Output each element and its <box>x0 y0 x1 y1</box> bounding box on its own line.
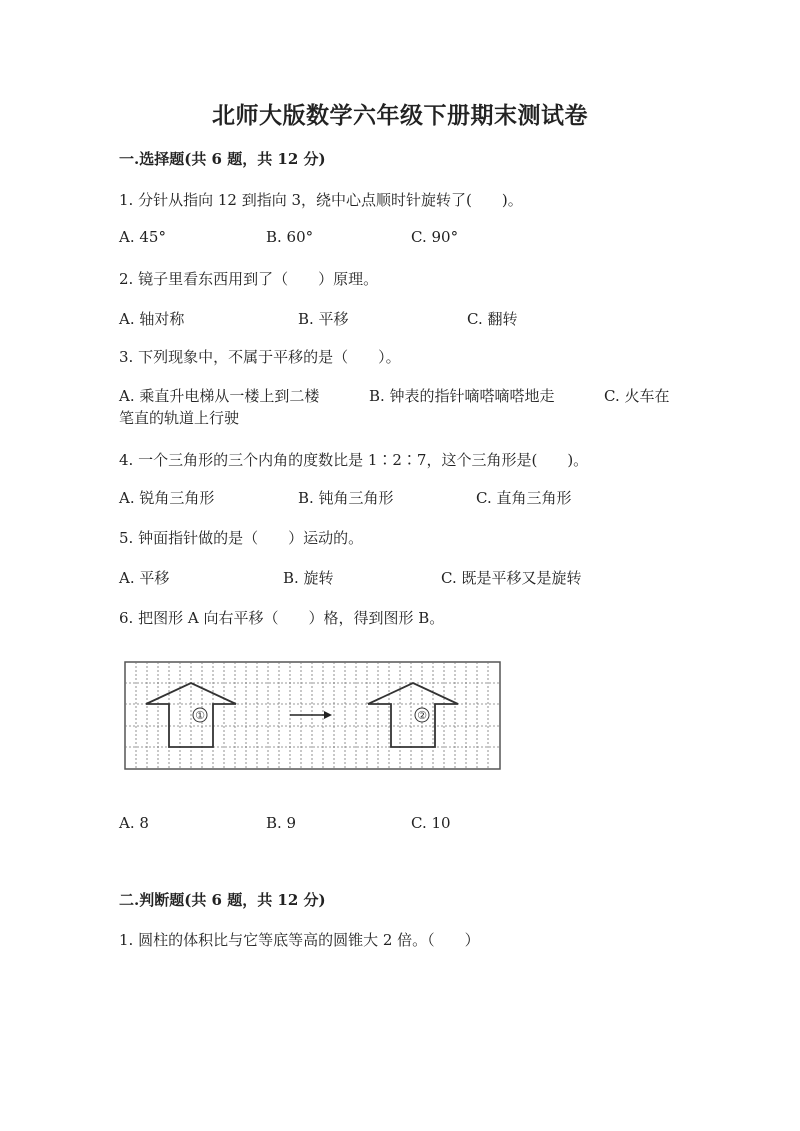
section-2-heading: 二.判断题(共 6 题，共 12 分) <box>119 891 326 909</box>
q4-option-b: B. 钝角三角形 <box>298 489 394 507</box>
q3-option-a: A. 乘直升电梯从一楼上到二楼 <box>119 387 320 405</box>
question-2: 2. 镜子里看东西用到了（ ）原理。 <box>119 270 379 288</box>
arrow-shape-2 <box>368 683 458 747</box>
q2-option-b: B. 平移 <box>298 310 349 328</box>
translation-figure <box>124 660 504 774</box>
section-1-heading: 一.选择题(共 6 题，共 12 分) <box>119 150 326 168</box>
question-4: 4. 一个三角形的三个内角的度数比是 1∶2∶7，这个三角形是( )。 <box>119 451 589 469</box>
q1-option-c: C. 90° <box>411 228 459 246</box>
question-1: 1. 分针从指向 12 到指向 3，绕中心点顺时针旋转了( )。 <box>119 191 523 209</box>
q5-option-c: C. 既是平移又是旋转 <box>441 569 582 587</box>
q2-option-a: A. 轴对称 <box>119 310 185 328</box>
q3-options <box>119 385 679 429</box>
q2-option-c: C. 翻转 <box>467 310 518 328</box>
question-5: 5. 钟面指针做的是（ ）运动的。 <box>119 529 364 547</box>
q1-option-b: B. 60° <box>266 228 314 246</box>
q1-option-a: A. 45° <box>119 228 166 246</box>
label-2: ② <box>417 709 427 722</box>
q5-option-b: B. 旋转 <box>283 569 334 587</box>
q3-option-c: C. 火车在笔直的轨道上行驶 <box>119 387 670 427</box>
judge-question-1: 1. 圆柱的体积比与它等底等高的圆锥大 2 倍。（ ） <box>119 931 480 949</box>
label-1: ① <box>195 709 205 722</box>
q3-option-b: B. 钟表的指针嘀嗒嘀嗒地走 <box>369 387 555 405</box>
q6-option-c: C. 10 <box>411 814 451 832</box>
right-arrow-icon <box>324 711 332 719</box>
q6-option-b: B. 9 <box>266 814 297 832</box>
q6-option-a: A. 8 <box>119 814 149 832</box>
page-title: 北师大版数学六年级下册期末测试卷 <box>212 102 588 129</box>
question-3: 3. 下列现象中，不属于平移的是（ ）。 <box>119 348 401 366</box>
q4-option-a: A. 锐角三角形 <box>119 489 215 507</box>
q4-option-c: C. 直角三角形 <box>476 489 572 507</box>
q5-option-a: A. 平移 <box>119 569 170 587</box>
question-6: 6. 把图形 A 向右平移（ ）格，得到图形 B。 <box>119 609 445 627</box>
